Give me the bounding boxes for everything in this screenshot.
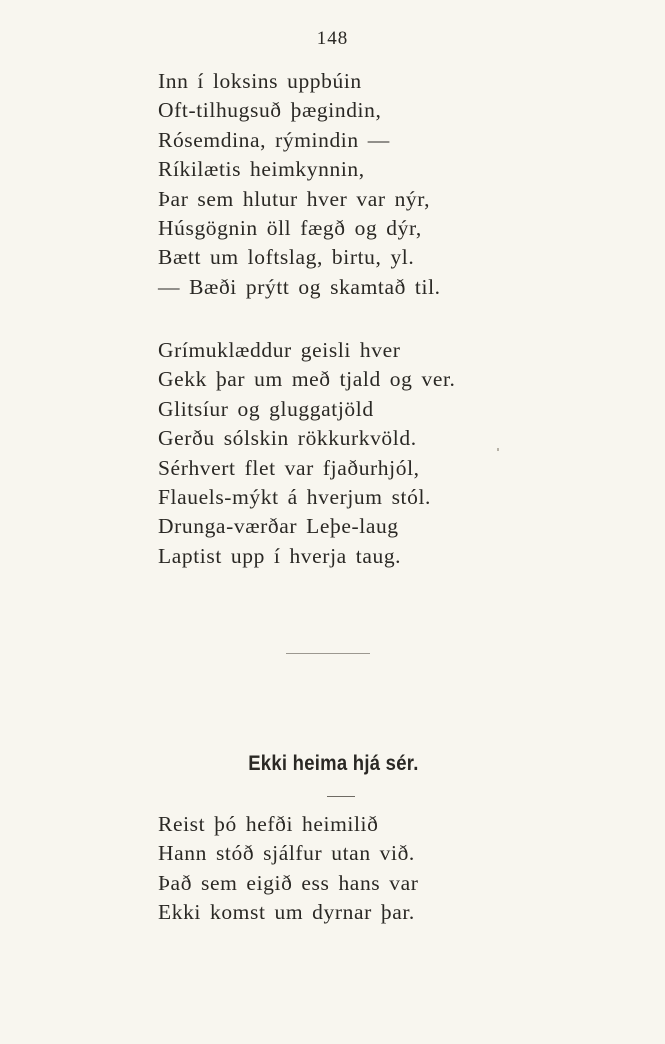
poem-line: Rósemdina, rýmindin — [158, 127, 390, 152]
poem-title: Ekki heima hjá sér. [248, 752, 419, 775]
poem-line: Gerðu sólskin rökkurkvöld. [158, 426, 417, 451]
poem-line: Reist þó hefði heimilið [158, 812, 379, 836]
poem-stanza [158, 810, 419, 928]
poem-line: Þar sem hlutur hver var nýr, [158, 186, 431, 211]
poem-line: Sérhvert flet var fjaðurhjól, [158, 455, 420, 480]
paper-speck [497, 448, 499, 451]
poem-stanza [158, 336, 456, 571]
poem-line: Það sem eigið ess hans var [158, 870, 419, 895]
poem-line: Inn í loksins uppbúin [158, 69, 362, 93]
poem-line: Laptist upp í hverja taug. [158, 543, 402, 568]
poem-line: Hann stóð sjálfur utan við. [158, 841, 415, 866]
poem-line: Flauels-mýkt á hverjum stól. [158, 484, 432, 509]
poem-line: Ekki komst um dyrnar þar. [158, 900, 415, 925]
poem-line: Oft-tilhugsuð þægindin, [158, 98, 382, 123]
poem-line: Drunga-værðar Leþe-laug [158, 514, 399, 539]
page-number: 148 [316, 28, 349, 49]
poem-line: — Bæði prýtt og skamtað til. [158, 274, 441, 299]
poem-line: Glitsíur og gluggatjöld [158, 396, 374, 421]
poem-end-divider [286, 653, 370, 654]
poem-line: Bætt um loftslag, birtu, yl. [158, 245, 415, 270]
title-divider [327, 796, 355, 797]
poem-line: Húsgögnin öll fægð og dýr, [158, 215, 422, 240]
poem-stanza [158, 67, 441, 302]
poem-line: Grímuklæddur geisli hver [158, 338, 401, 362]
poem-line: Gekk þar um með tjald og ver. [158, 367, 456, 392]
poem-line: Ríkilætis heimkynnin, [158, 157, 365, 182]
